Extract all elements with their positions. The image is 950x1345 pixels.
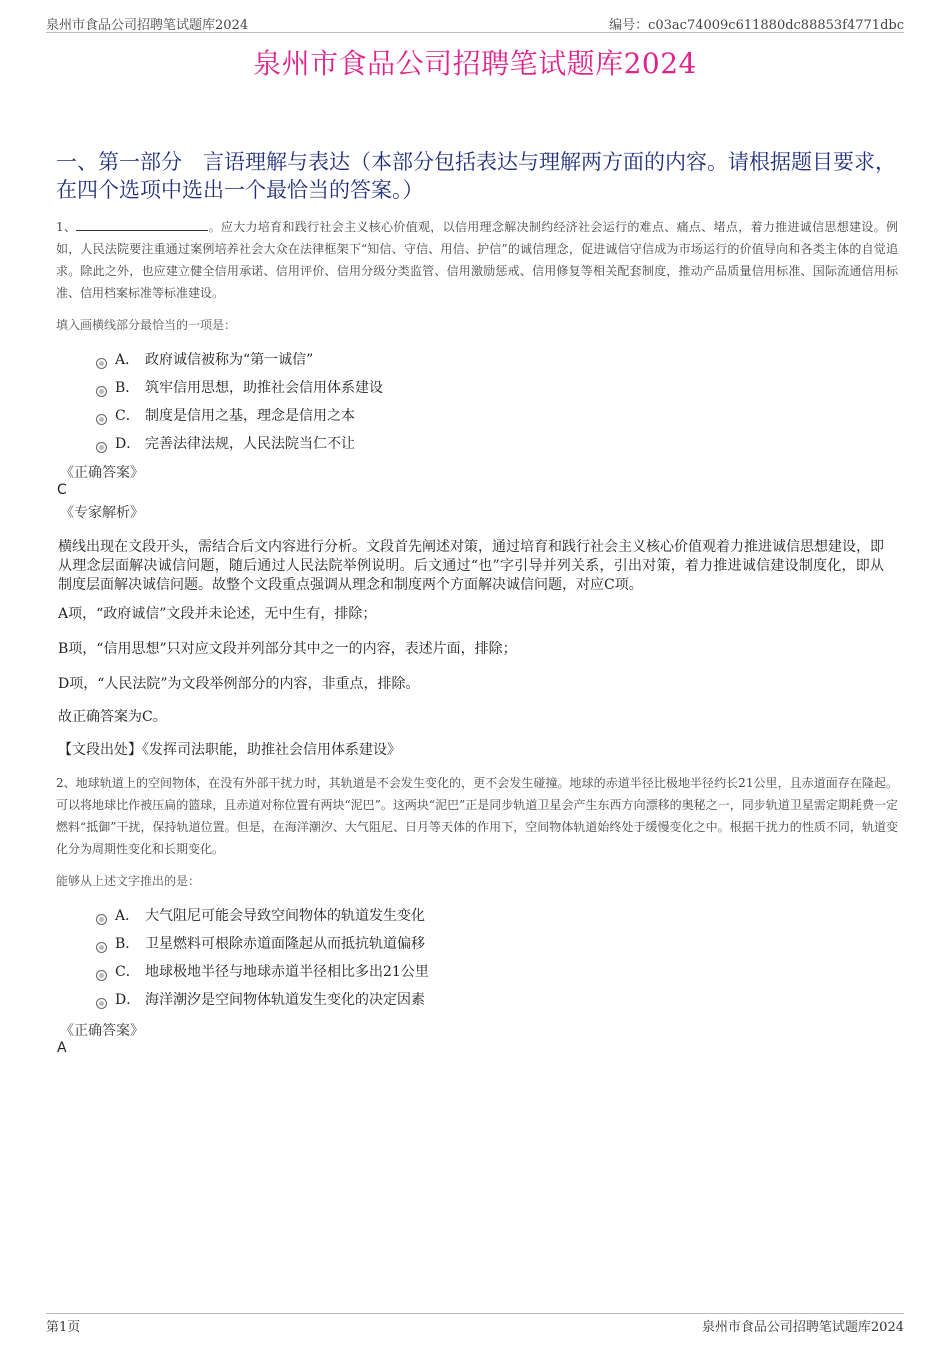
page-title: 泉州市食品公司招聘笔试题库2024 xyxy=(253,47,697,80)
radio-icon[interactable] xyxy=(96,442,107,453)
radio-icon[interactable] xyxy=(96,386,107,397)
option-a[interactable]: A． 大气阻尼可能会导致空间物体的轨道发生变化 xyxy=(96,901,896,929)
question-2-stem: 2、地球轨道上的空间物体，在没有外部干扰力时，其轨道是不会发生变化的，更不会发生碰撞。地球的赤道半径比极地半径约长21公里，且赤道面存在隆起。可以将地球比作被压扁的篮球，且赤道对称位置有两块“泥巴”。这两块“泥巴”正是同步轨道卫星会产生东西方向漂移的奥秘之一，同步轨道卫星需定期耗费一定燃料“抵御”干扰，保持轨道位置。但是，在海洋潮汐、大气阻尼、日月等天体的作用下，空间物体轨道始终处于缓慢变化之中。根据干扰力的性质不同，轨道变化分为周期性变化和长期变化。 xyxy=(56,776,898,856)
footer-title: 泉州市食品公司招聘笔试题库2024 xyxy=(701,1320,904,1335)
answer-label: 《正确答案》 xyxy=(60,1023,144,1039)
question-1-options xyxy=(96,345,896,457)
radio-icon[interactable] xyxy=(96,358,107,369)
option-d[interactable]: D． 完善法律法规，人民法院当仁不让 xyxy=(96,429,896,457)
question-text: 。应大力培育和践行社会主义核心价值观，以信用理念解决制约经济社会运行的难点、痛点、堵点，着力推进诚信思想建设。例如，人民法院要注重通过案例培养社会大众在法律框架下“知信、守信、用信、护信”的诚信理念，促进诚信守信成为市场运行的价值导向和各类主体的自觉追求。除此之外，也应建立健全信用承诺、信用评价、信用分级分类监管、信用激励惩戒、信用修复等相关配套制度，推动产品质量信用标准、国际流通信用标准、信用档案标准等标准建设。 xyxy=(56,220,898,300)
analysis-conclusion: 故正确答案为C。 xyxy=(58,709,167,725)
page-header xyxy=(46,12,904,33)
analysis-option-b: B项，“信用思想”只对应文段并列部分其中之一的内容，表述片面，排除； xyxy=(58,641,517,657)
radio-icon[interactable] xyxy=(96,914,107,925)
option-c[interactable]: C． 地球极地半径与地球赤道半径相比多出21公里 xyxy=(96,957,896,985)
analysis-option-d: D项，“人民法院”为文段举例部分的内容，非重点，排除。 xyxy=(58,676,420,692)
header-title: 泉州市食品公司招聘笔试题库2024 xyxy=(46,18,249,33)
analysis-paragraph: 横线出现在文段开头，需结合后文内容进行分析。文段首先阐述对策，通过培育和践行社会主义核心价值观着力推进诚信思想建设，即从理念层面解决诚信问题，随后通过人民法院举例说明。后文通过“也”字引导并列关系，引出对策，着力推进诚信建设制度化，即从制度层面解决诚信问题。故整个文段重点强调从理念和制度两个方面解决诚信问题，对应C项。 xyxy=(58,539,884,593)
option-c[interactable]: C． 制度是信用之基，理念是信用之本 xyxy=(96,401,896,429)
analysis-source: 【文段出处】《发挥司法职能，助推社会信用体系建设》 xyxy=(58,742,401,758)
answer-label: 《正确答案》 xyxy=(60,465,144,481)
radio-icon[interactable] xyxy=(96,998,107,1009)
analysis-label: 《专家解析》 xyxy=(60,505,144,521)
page-number: 第1页 xyxy=(46,1320,81,1335)
option-d[interactable]: D． 海洋潮汐是空间物体轨道发生变化的决定因素 xyxy=(96,985,896,1013)
question-prompt: 填入画横线部分最恰当的一项是： xyxy=(56,318,237,332)
radio-icon[interactable] xyxy=(96,970,107,981)
option-b[interactable]: B． 筑牢信用思想，助推社会信用体系建设 xyxy=(96,373,896,401)
analysis-option-a: A项，“政府诚信”文段并未论述，无中生有，排除； xyxy=(58,606,377,622)
option-a[interactable]: A． 政府诚信被称为“第一诚信” xyxy=(96,345,896,373)
question-prompt: 能够从上述文字推出的是： xyxy=(56,874,201,888)
section-heading: 一、第一部分 言语理解与表达（本部分包括表达与理解两方面的内容。请根据题目要求，在四个选项中选出一个最恰当的答案。） xyxy=(56,150,896,202)
question-1-stem xyxy=(56,216,898,304)
fill-in-blank xyxy=(76,216,208,231)
question-number: 1、 xyxy=(56,220,77,234)
document-id: 编号：c03ac74009c611880dc88853f4771dbc xyxy=(609,18,904,33)
radio-icon[interactable] xyxy=(96,942,107,953)
page-footer xyxy=(46,1313,904,1334)
question-2-options xyxy=(96,901,896,1013)
option-b[interactable]: B． 卫星燃料可根除赤道面隆起从而抵抗轨道偏移 xyxy=(96,929,896,957)
answer-value: C xyxy=(57,482,67,498)
radio-icon[interactable] xyxy=(96,414,107,425)
answer-value: A xyxy=(57,1040,67,1056)
